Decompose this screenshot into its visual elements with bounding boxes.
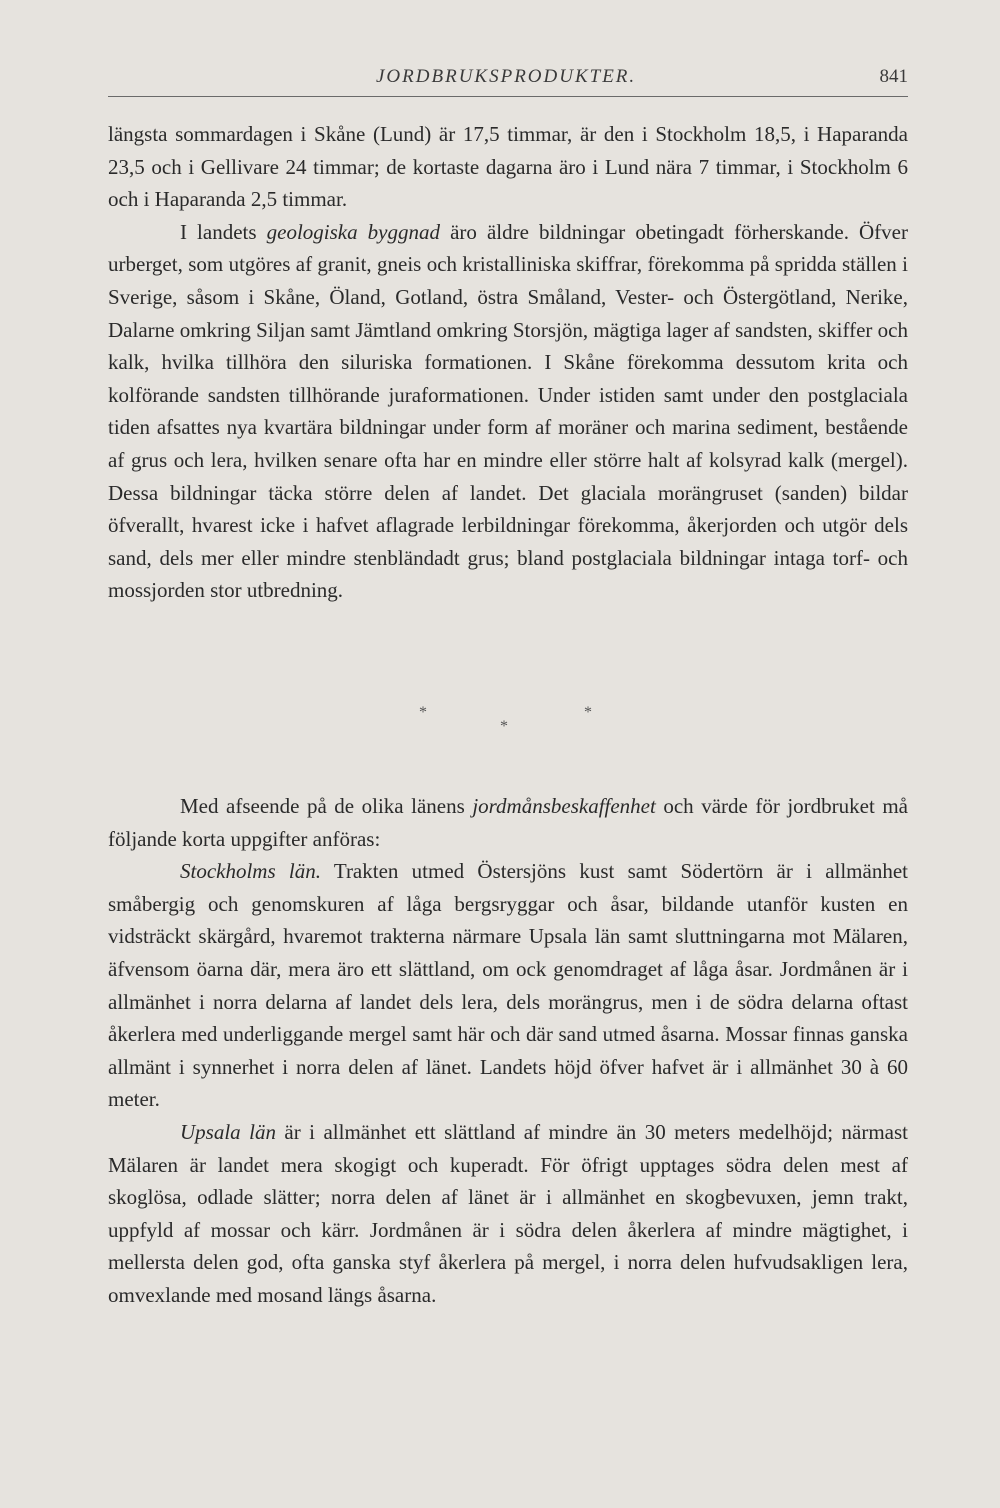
paragraph-stockholms-lan: Stockholms län. Trakten utmed Östersjöns kust samt Södertörn är i allmänhet småbergig och genomskuren af låga bergsryggar och åsar, bildande utanför kusten en vidsträckt skärgård, hvaremot trakterna närmare Upsala län samt sluttningarna mot Mälaren, äfvensom öarna där, mera äro ett slättland, om ock genomdraget af låga åsar. Jordmånen är i allmänhet i norra delarna af landet dels lera, dels morängrus, men i de södra delarna oftast åkerlera med underliggande mergel samt här och där sand utmed åsarna. Mossar finnas ganska allmänt i synnerhet i norra delen af länet. Landets höjd öfver hafvet är i allmänhet 30 à 60 meter. — [108, 859, 908, 1112]
separator-star-right: * — [584, 704, 592, 721]
page-header — [108, 62, 908, 92]
emphasis-jordmansbeskaffenhet: jordmånsbeskaffenhet — [472, 794, 656, 818]
heading-stockholms-lan: Stockholms län. — [180, 859, 321, 884]
heading-upsala-lan: Upsala län — [180, 1119, 276, 1144]
paragraph-geology: I landets geologiska byggnad äro äldre bildningar obetingadt förherskande. Öfver urberget, som utgöres af granit, gneis och kristalliniska skiffrar, förekomma på spridda ställen i Sverige, såsom i Skåne, Öland, Gotland, östra Småland, Vester- och Östergötland, Nerike, Dalarne omkring Siljan samt Jämtland omkring Storsjön, mägtiga lager af sandsten, skiffer och kalk, hvilka tillhöra den siluriska formationen. I Skåne förekomma dessutom krita och kolförande sandsten tillhörande juraformationen. Under istiden samt under den postglaciala tiden afsattes nya kvartära bildningar under form af moräner och marina sediment, bestående af grus och lera, hvilken senare ofta har en mindre eller större halt af kolsyrad kalk (mergel). Dessa bildningar täcka större delen af landet. Det glaciala morängruset (sanden) bildar öfverallt, hvarest icke i hafvet aflagrade lerbildningar förekomma, åkerjorden och utgör dels sand, dels mer eller mindre stenbländadt grus; bland postglaciala bildningar intaga torf- och mossjorden stor utbredning. — [108, 219, 908, 603]
emphasis-geologiska-byggnad: geologiska byggnad — [266, 219, 440, 244]
text-block-upper — [108, 118, 908, 607]
paragraph-daylight: längsta sommardagen i Skåne (Lund) är 17,5 timmar, är den i Stockholm 18,5, i Haparanda 23,5 och i Gellivare 24 timmar; de kortaste dagarna äro i Lund nära 7 timmar, i Stockholm 6 och i Haparanda 2,5 timmar. — [108, 122, 908, 212]
paragraph-intro: Med afseende på de olika länens jordmånsbeskaffenhet och värde för jordbruket må följande korta uppgifter anföras: — [108, 794, 908, 851]
running-title: JORDBRUKSPRODUKTER. — [376, 66, 637, 87]
section-separator — [0, 700, 1000, 750]
separator-star-left: * — [419, 704, 427, 721]
paragraph-upsala-lan: Upsala län är i allmänhet ett slättland af mindre än 30 meters medelhöjd; närmast Mälaren är landet mera skogigt och kuperadt. För öfrigt upptages södra delen mest af skoglösa, odlade slätter; norra delen af länet är i allmänhet en skogbevuxen, jemn trakt, uppfyld af mossar och kärr. Jordmånen är i södra delen åkerlera af mindre mägtighet, i mellersta delen god, ofta ganska styf åkerlera på mergel, i norra delen hufvudsakligen lera, omvexlande med mosand längs åsarna. — [108, 1119, 909, 1307]
text-block-lower — [108, 790, 908, 1312]
separator-star-bottom: * — [500, 718, 508, 735]
header-rule — [108, 96, 908, 97]
page-number: 841 — [879, 66, 908, 87]
